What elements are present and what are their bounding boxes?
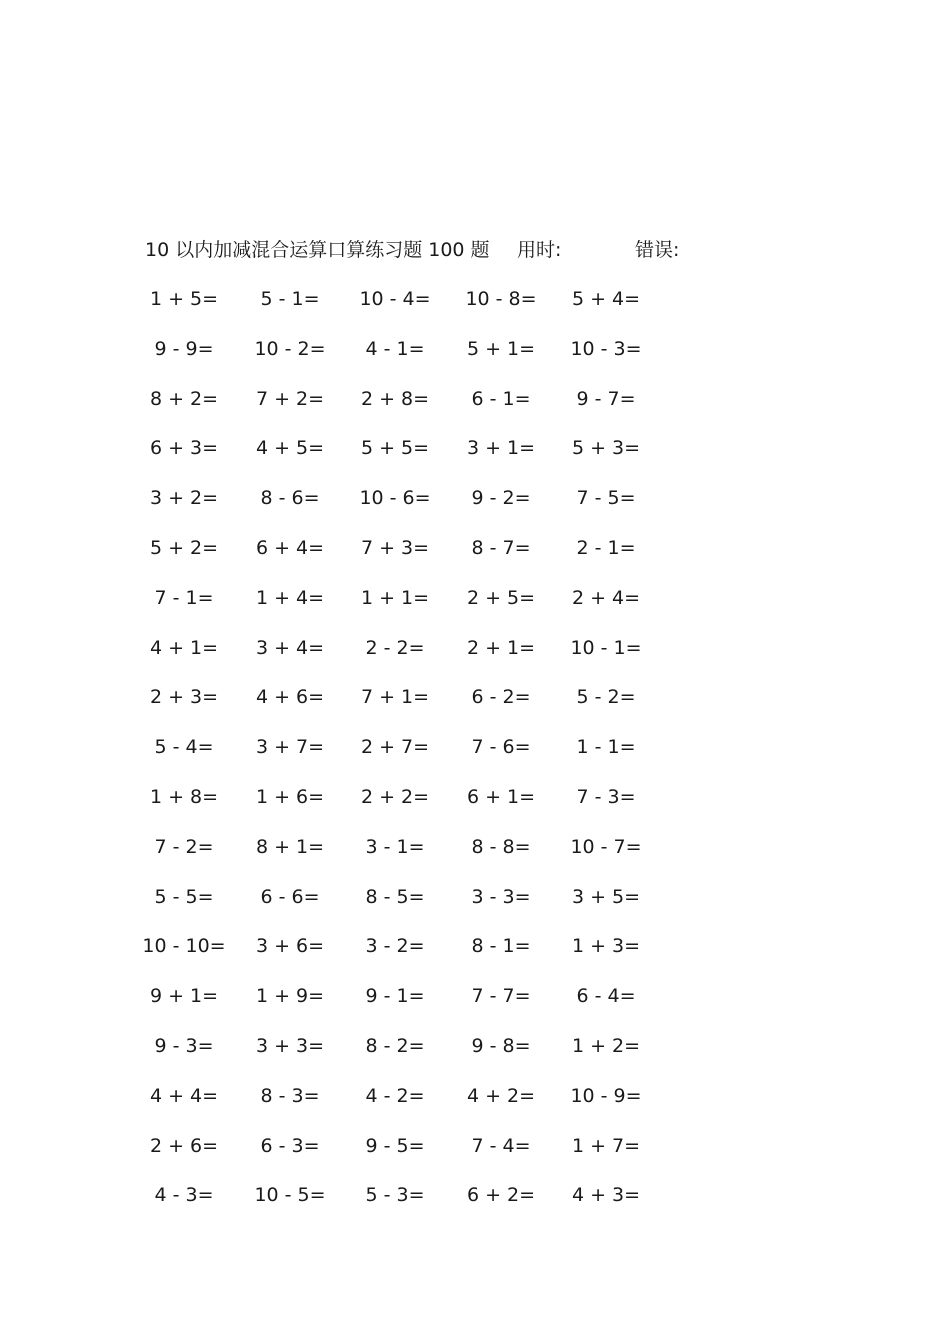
problem-row [0,1081,950,1131]
problem-item: 8 - 8= [471,835,531,858]
problem-item: 10 - 3= [570,337,642,360]
problem-item: 9 - 7= [576,387,636,410]
problem-item: 3 - 3= [471,885,531,908]
problem-item: 9 - 1= [365,985,425,1008]
problem-item: 7 - 7= [471,985,531,1008]
problem-item: 9 - 8= [471,1034,531,1057]
problem-item: 4 + 1= [149,636,219,659]
problem-row [0,1131,950,1181]
problem-item: 1 - 1= [576,736,636,759]
problem-item: 4 + 5= [255,437,325,460]
problem-row [0,1031,950,1081]
problem-item: 5 - 1= [260,288,320,310]
problem-item: 6 - 1= [471,387,531,410]
problem-item: 5 + 1= [466,337,536,360]
problem-item: 10 - 8= [465,288,537,310]
problem-item: 1 + 9= [255,985,325,1008]
problem-item: 7 - 1= [154,586,214,609]
problem-item: 2 + 3= [149,686,219,709]
problem-item: 5 - 5= [154,885,214,908]
problem-row [0,782,950,832]
problem-item: 5 + 4= [571,288,641,310]
problem-item: 7 + 2= [255,387,325,410]
problem-row [0,284,950,334]
problem-item: 2 + 1= [466,636,536,659]
problem-item: 8 - 3= [260,1084,320,1107]
problem-item: 1 + 1= [360,586,430,609]
problem-row [0,1180,950,1230]
problem-item: 9 - 5= [365,1134,425,1157]
problem-item: 2 - 2= [365,636,425,659]
problem-item: 7 - 5= [576,487,636,510]
problem-item: 10 - 4= [359,288,431,310]
problem-row [0,433,950,483]
problem-item: 6 - 2= [471,686,531,709]
problem-row [0,832,950,882]
problem-item: 10 - 1= [570,636,642,659]
problem-item: 7 - 2= [154,835,214,858]
problem-item: 3 + 7= [255,736,325,759]
problem-item: 10 - 10= [142,935,226,958]
problem-item: 9 - 3= [154,1034,214,1057]
problem-item: 8 + 1= [255,835,325,858]
problem-grid [0,284,950,1230]
problem-item: 6 - 3= [260,1134,320,1157]
problem-item: 8 - 2= [365,1034,425,1057]
problem-item: 1 + 3= [571,935,641,958]
problem-row [0,334,950,384]
problem-item: 3 - 2= [365,935,425,958]
problem-item: 4 + 3= [571,1184,641,1207]
problem-item: 5 - 3= [365,1184,425,1207]
problem-item: 1 + 8= [149,785,219,808]
problem-item: 2 + 5= [466,586,536,609]
problem-row [0,931,950,981]
problem-item: 7 + 1= [360,686,430,709]
problem-item: 8 - 1= [471,935,531,958]
problem-item: 2 - 1= [576,536,636,559]
problem-item: 1 + 2= [571,1034,641,1057]
problem-item: 8 - 5= [365,885,425,908]
problem-item: 3 + 5= [571,885,641,908]
problem-item: 3 + 1= [466,437,536,460]
error-label: 错误: [635,239,680,261]
problem-item: 4 - 1= [365,337,425,360]
problem-item: 7 + 3= [360,536,430,559]
problem-row [0,981,950,1031]
problem-item: 5 - 4= [154,736,214,759]
problem-item: 10 - 7= [570,835,642,858]
problem-row [0,483,950,533]
problem-item: 4 + 2= [466,1084,536,1107]
problem-item: 6 + 2= [466,1184,536,1207]
problem-item: 7 - 4= [471,1134,531,1157]
problem-item: 10 - 9= [570,1084,642,1107]
problem-item: 7 - 6= [471,736,531,759]
problem-item: 4 + 6= [255,686,325,709]
problem-item: 1 + 5= [149,288,219,310]
problem-item: 2 + 8= [360,387,430,410]
problem-item: 3 + 3= [255,1034,325,1057]
problem-row [0,583,950,633]
problem-item: 3 + 6= [255,935,325,958]
problem-item: 3 - 1= [365,835,425,858]
problem-item: 8 - 6= [260,487,320,510]
problem-item: 10 - 5= [254,1184,326,1207]
problem-item: 6 - 6= [260,885,320,908]
problem-item: 9 + 1= [149,985,219,1008]
problem-item: 7 - 3= [576,785,636,808]
problem-item: 6 + 3= [149,437,219,460]
problem-item: 2 + 6= [149,1134,219,1157]
problem-row [0,882,950,932]
problem-item: 1 + 4= [255,586,325,609]
problem-item: 9 - 9= [154,337,214,360]
problem-item: 2 + 7= [360,736,430,759]
problem-item: 6 + 4= [255,536,325,559]
problem-item: 4 - 2= [365,1084,425,1107]
problem-item: 1 + 7= [571,1134,641,1157]
problem-item: 4 + 4= [149,1084,219,1107]
problem-item: 5 - 2= [576,686,636,709]
problem-item: 5 + 3= [571,437,641,460]
problem-item: 1 + 6= [255,785,325,808]
problem-item: 2 + 2= [360,785,430,808]
time-label: 用时: [517,239,562,261]
problem-row [0,533,950,583]
problem-item: 5 + 5= [360,437,430,460]
problem-item: 6 + 1= [466,785,536,808]
worksheet-title: 10 以内加减混合运算口算练习题 100 题 [145,239,490,261]
problem-row [0,384,950,434]
problem-item: 5 + 2= [149,536,219,559]
problem-row [0,682,950,732]
problem-item: 2 + 4= [571,586,641,609]
problem-item: 4 - 3= [154,1184,214,1207]
problem-item: 8 + 2= [149,387,219,410]
problem-item: 9 - 2= [471,487,531,510]
problem-item: 10 - 2= [254,337,326,360]
problem-item: 3 + 4= [255,636,325,659]
problem-row [0,732,950,782]
problem-row [0,633,950,683]
problem-item: 8 - 7= [471,536,531,559]
problem-item: 10 - 6= [359,487,431,510]
problem-item: 3 + 2= [149,487,219,510]
problem-item: 6 - 4= [576,985,636,1008]
